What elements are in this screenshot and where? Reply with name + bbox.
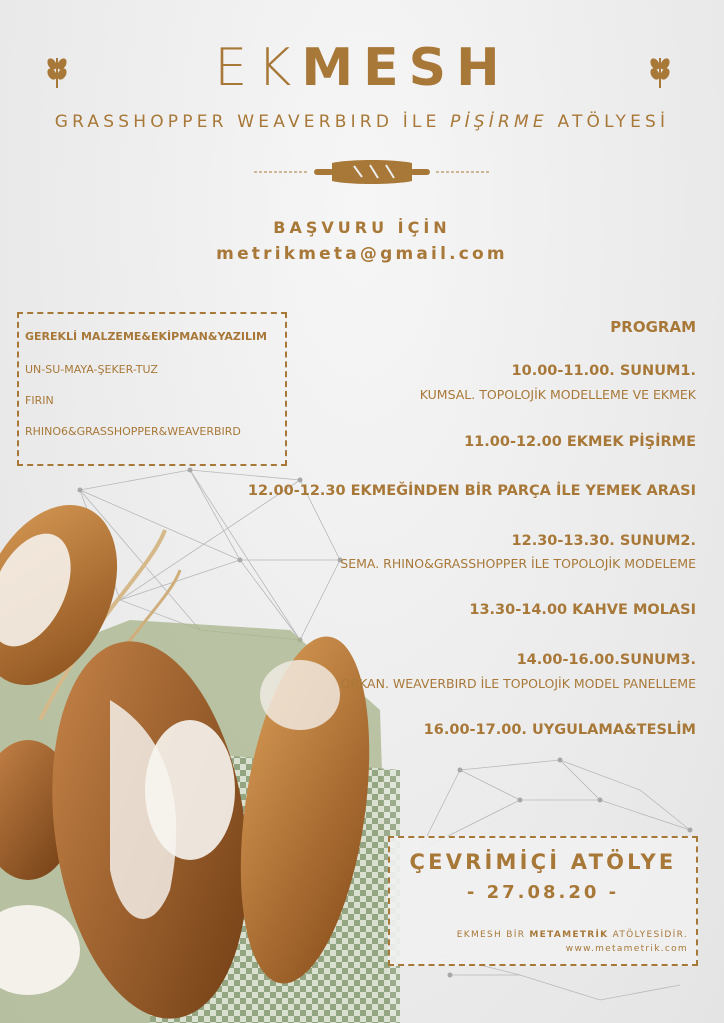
session-time: 13.30-14.00 KAHVE MOLASI <box>469 602 696 618</box>
credit-post: ATÖLYESİDİR. <box>608 930 688 940</box>
subtitle-italic: PİŞİRME <box>450 112 548 132</box>
requirement-item: UN-SU-MAYA-ŞEKER-TUZ <box>25 363 158 376</box>
session-time: 11.00-12.00 EKMEK PİŞİRME <box>464 434 696 450</box>
session-time: 14.00-16.00.SUNUM3. <box>516 652 696 668</box>
session-detail: ORKAN. WEAVERBIRD İLE TOPOLOJİK MODEL PANELLEME <box>340 676 696 691</box>
credit-line <box>457 930 688 940</box>
requirements-heading: GEREKLİ MALZEME&EKİPMAN&YAZILIM <box>25 330 267 343</box>
title-light: EK <box>214 38 302 98</box>
session-detail: KUMSAL. TOPOLOJİK MODELLEME VE EKMEK <box>419 387 696 402</box>
session-detail: SEMA. RHINO&GRASSHOPPER İLE TOPOLOJİK MODELEME <box>340 556 696 571</box>
credit-bold: METAMETRİK <box>529 930 609 940</box>
requirement-item: RHINO6&GRASSHOPPER&WEAVERBIRD <box>25 425 241 438</box>
page-title <box>0 38 724 98</box>
rolling-pin-icon <box>254 157 490 187</box>
subtitle-post: ATÖLYESİ <box>547 112 670 132</box>
online-workshop-box <box>388 836 698 966</box>
subtitle <box>0 112 724 132</box>
session-time: 12.00-12.30 EKMEĞİNDEN BİR PARÇA İLE YEMEK ARASI <box>247 483 696 499</box>
session-time: 12.30-13.30. SUNUM2. <box>511 533 696 549</box>
online-label: ÇEVRİMİÇİ ATÖLYE <box>409 850 677 874</box>
title-bold: MESH <box>301 38 510 98</box>
requirement-item: FIRIN <box>25 394 54 407</box>
email-link[interactable]: metrikmeta@gmail.com <box>216 244 508 264</box>
program-heading: PROGRAM <box>610 318 696 336</box>
session-time: 10.00-11.00. SUNUM1. <box>511 363 696 379</box>
credit-pre: EKMESH BİR <box>456 930 530 940</box>
event-date: - 27.08.20 - <box>466 882 620 903</box>
requirements-box <box>17 312 287 466</box>
website-link[interactable]: www.metametrik.com <box>565 944 688 954</box>
subtitle-pre: GRASSHOPPER WEAVERBIRD İLE <box>54 112 451 132</box>
apply-label: BAŞVURU İÇİN <box>273 218 451 237</box>
session-time: 16.00-17.00. UYGULAMA&TESLİM <box>423 722 696 738</box>
